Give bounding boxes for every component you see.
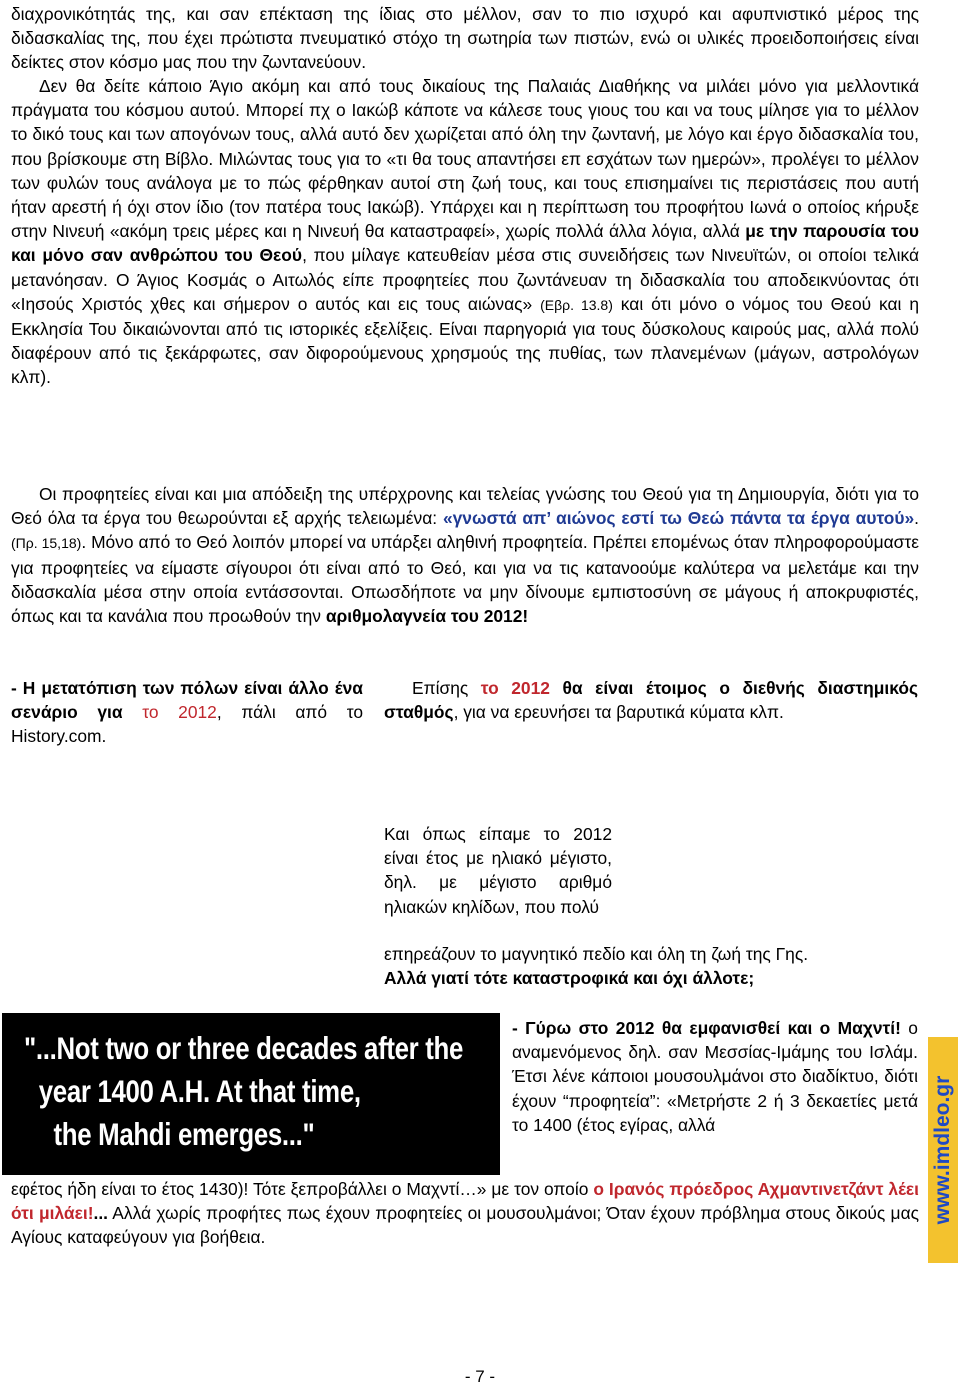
left-box-bold: - Η μετατόπιση των πόλων είναι άλλο ένα σενάριο για (11, 678, 363, 723)
right-box-solar-narrow (384, 822, 612, 919)
mahdi-quote-image (2, 1013, 500, 1175)
paragraph-prophecy-ref: (Πρ. 15,18) (11, 535, 82, 552)
paragraph-saints-text-2: , που μίλαγε κατευθείαν μέσα στις συνειδήσεις των Νινευϊτών, οι οποίοι τελικά μετανόησαν. Ο Άγιος Κοσμάς ο Αιτωλός είπε προφητείες που ζωντάνευαν τη διδασκαλία του αποδεικνύοντας ότι «Ιησούς Χριστός χθες και σήμερον ο αυτός και εις τους αιώνας» (11, 245, 920, 314)
mahdi-quote-line-3: the Mahdi emerges..." (53, 1116, 315, 1152)
right-box-station (384, 676, 918, 724)
mahdi-quote-text (24, 1027, 463, 1156)
right-box-station-text-2: , για να ερευνήσει τα βαρυτικά κύματα κλπ. (453, 702, 784, 723)
right-box-station-bold: θα είναι έτοιμος ο διεθνής διαστημικός σταθμός (384, 678, 918, 723)
mahdi-paragraph-text-3: Αλλά χωρίς προφήτες πως έχουν προφητείες οι μουσουλμάνοι; Όταν έχουν πρόβλημα στους δικούς μας Αγίους καταφεύγουν για βοήθεια. (11, 1203, 920, 1248)
mahdi-quote-line-2: year 1400 A.H. At that time, (38, 1073, 361, 1109)
right-box-station-red: το 2012 (480, 678, 550, 698)
paragraph-prophecy-bold: αριθμολαγνεία του 2012! (325, 606, 529, 627)
mahdi-paragraph-text-1: ο αναμενόμενος δηλ. σαν Μεσσίας-Ιμάμης του Ισλάμ. Έτσι λένε κάποιοι μουσουλμάνοι στο διαδίκτυο, διότι έχουν “προφητεία”: «Μετρήστε 2 ή 3 δεκαετίες μετά το 1400 (έτος εγίρας, αλλά (512, 1018, 918, 1135)
left-box-red: το 2012 (142, 702, 217, 723)
paragraph-prophecy-text-1: Οι προφητείες είναι και μια απόδειξη της υπέρχρονης και τελείας γνώσης του Θεού για τη Δημιουργία, διότι για το Θεό όλα τα έργα του θεωρούνται εξ αρχής τελειωμένα: (11, 484, 919, 529)
paragraph-saints-ref: (Εβρ. 13.8) (540, 296, 613, 313)
page-number: - 7 - (464, 1367, 496, 1386)
paragraph-intro-text: διαχρονικότητάς της, και σαν επέκταση της ίδιας στο μέλλον, σαν το πιο ισχυρό και αφυπνιστικό μέρος της διδασκαλίας της, που έχει πρώτιστα πνευματικό στόχο τη σωτηρία των πιστών, ενώ οι υλικές προειδοποιήσεις είναι δείκτες στον κόσμο μας που την ζωντανεύουν. (11, 4, 919, 73)
mahdi-paragraph-bold: - Γύρω στο 2012 θα εμφανισθεί και ο Μαχντί! (512, 1018, 901, 1038)
mahdi-paragraph-ellipsis: ... (93, 1203, 108, 1224)
paragraph-prophecy (11, 482, 919, 628)
paragraph-saints-text-1: Δεν θα δείτε κάποιο Άγιο ακόμη και από τους δικαίους της Παλαιάς Διαθήκης να μιλάει μόνο για μελλοντικά πράγματα του κόσμου αυτού. Μπορεί πχ ο Ιακώβ κάποτε να κάλεσε τους γιους του και να τους μίλησε για το μέλλον το δικό τους και των απογόνων τους, αλλά αυτό δεν χωρίζεται από όλη την ζωντανή, με λόγο και έργο διδασκαλία του, που βρίσκουμε στη Βίβλο. Μιλώντας τους για το «τι θα τους απαντήσει επ εσχάτων των ημερών», προλέγει το μέλλον των φυλών τους ανάλογα με το πώς φέρθηκαν αυτοί στη ζωή τους, και τους επισημαίνει τις περιστάσεις που αυτή ήταν αρεστή ή όχι στον ίδιο (τον πατέρα τους Ιακώβ). Υπάρχει και η περίπτωση του προφήτου Ιωνά ο οποίος κήρυξε στην Νινευή «ακόμη τρεις μέρες και η Νινευή θα καταστραφεί», χωρίς πολλά άλλα λόγια, αλλά (11, 76, 919, 242)
paragraph-saints-text-3: και ότι μόνο ο νόμος του Θεού και η Εκκλησία Του δικαιώνονται από τις ιστορικές εξελίξεις. Είναι παρηγοριά για τους δύσκολους καιρούς μας, αλλά πολύ διαφέρουν από τις ξεκάρφωτες, σαν διφορούμενους χρησμούς της πυθίας, των πλανεμένων (μάγων, αστρολόγων κλπ). (11, 293, 919, 388)
right-box-solar-text-1: Και όπως είπαμε το 2012 είναι έτος με ηλιακό μέγιστο, δηλ. με μέγιστο αριθμό ηλιακών κηλίδων, που πολύ (384, 824, 612, 917)
right-box-solar-text-2: επηρεάζουν το μαγνητικό πεδίο και όλη τη ζωή της Γης. (384, 944, 809, 964)
mahdi-paragraph-text-2: εφέτος ήδη είναι το έτος 1430)! Τότε ξεπροβάλλει ο Μαχντί…» με τον οποίο (11, 1179, 594, 1199)
mahdi-paragraph-red: ο Ιρανός πρόεδρος Αχμαντινετζάντ λέει ότι μιλάει! (11, 1179, 919, 1224)
paragraph-prophecy-quote: «γνωστά απ’ αιώνος εστί τω Θεώ πάντα τα έργα αυτού» (442, 508, 915, 529)
paragraph-saints-bold: με την παρουσία του και μόνο σαν ανθρώπου του Θεού (11, 221, 920, 266)
left-box-poles (11, 676, 363, 749)
mahdi-quote-line-1: "...Not two or three decades after the (24, 1030, 463, 1066)
mahdi-paragraph-bottom (11, 1177, 919, 1250)
right-box-solar-bold: Αλλά γιατί τότε καταστροφικά και όχι άλλοτε; (384, 968, 755, 989)
left-box-text: , πάλι από το History.com. (11, 702, 363, 747)
paragraph-intro (11, 2, 919, 75)
site-watermark (928, 1037, 958, 1263)
mahdi-paragraph-top (512, 1016, 918, 1137)
paragraph-prophecy-text-2: . (914, 508, 919, 529)
right-box-solar-wide (384, 942, 924, 990)
right-box-station-text-1: Επίσης (412, 678, 481, 698)
paragraph-saints (11, 74, 919, 390)
paragraph-prophecy-text-3: . Μόνο από το Θεό λοιπόν μπορεί να υπάρξει αληθινή προφητεία. Πρέπει επομένως όταν πληροφορούμαστε για προφητείες να είμαστε σίγουροι ότι είναι από το Θεό, και για να τις κατανοούμε καλύτερα να μελετάμε και την διδασκαλία μέσα στην οποία εντάσσονται. Οπωσδήποτε να μην δίνουμε εμπιστοσύνη σε μάγους ή αποκρυφιστές, όπως και τα κανάλια που προωθούν την (11, 532, 919, 627)
site-watermark-text: www.imdleo.gr (930, 1075, 954, 1225)
